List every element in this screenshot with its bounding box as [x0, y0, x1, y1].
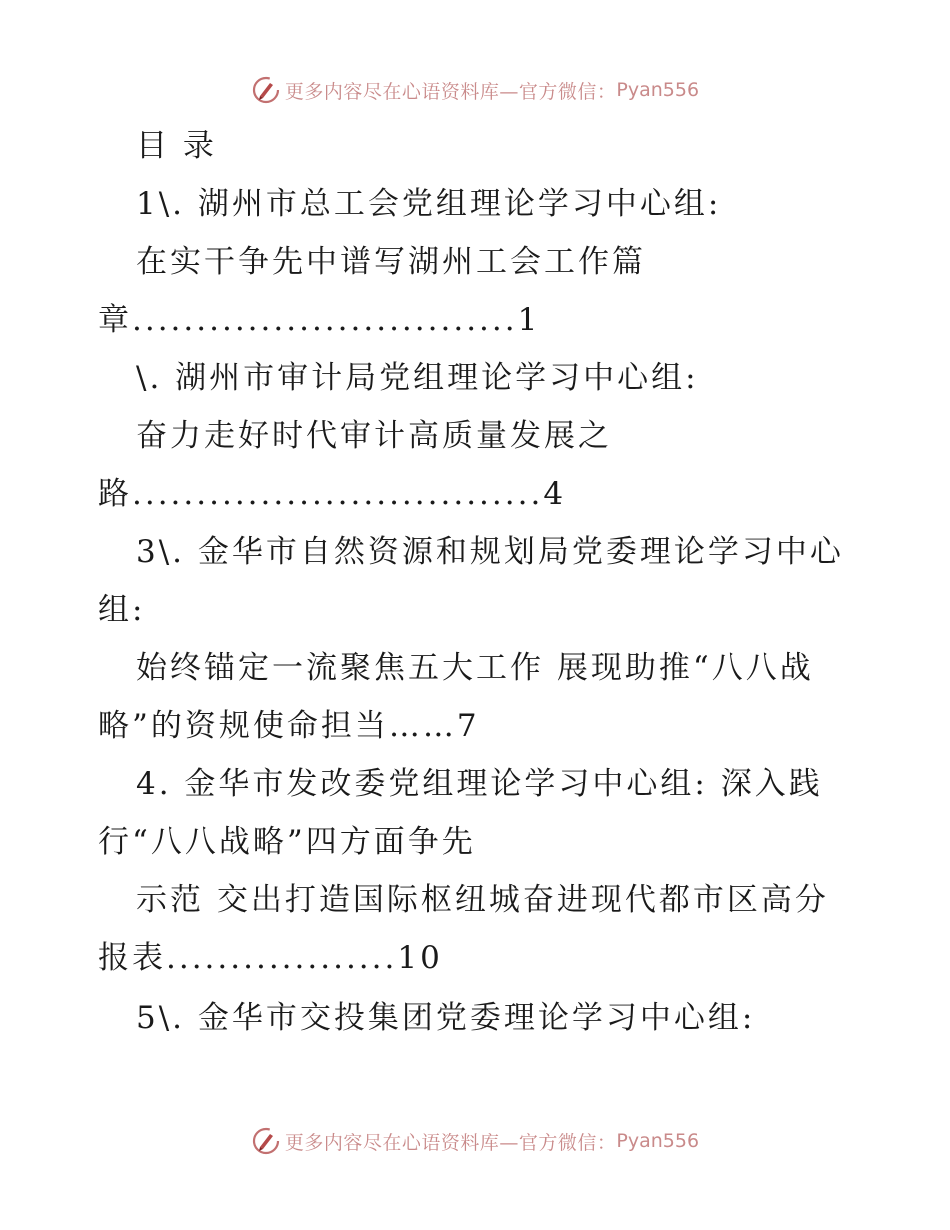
toc-line: 5\. 金华市交投集团党委理论学习中心组:	[136, 1000, 756, 1036]
pen-circle-logo-icon	[251, 1126, 281, 1156]
toc-line: 4. 金华市发改委党组理论学习中心组: 深入践	[136, 766, 823, 802]
pen-circle-logo-icon	[251, 75, 281, 105]
toc-line: 3\. 金华市自然资源和规划局党委理论学习中心	[136, 534, 844, 570]
watermark-text: 更多内容尽在心语资料库—官方微信：	[284, 80, 617, 103]
watermark-header	[0, 70, 950, 110]
toc-line: 奋力走好时代审计高质量发展之	[136, 418, 612, 454]
toc-line: 报表..................10	[98, 940, 443, 976]
toc-line: 示范 交出打造国际枢纽城奋进现代都市区高分	[136, 882, 829, 918]
toc-line: 组:	[98, 592, 146, 628]
toc-line: 路................................4	[98, 476, 567, 512]
watermark-wechat-id: Pyan556	[616, 79, 700, 101]
toc-line: \. 湖州市审计局党组理论学习中心组:	[136, 360, 699, 396]
toc-line: 始终锚定一流聚焦五大工作 展现助推“八八战	[136, 650, 814, 686]
watermark-text: 更多内容尽在心语资料库—官方微信：	[284, 1131, 617, 1154]
toc-line: 在实干争先中谱写湖州工会工作篇	[136, 244, 646, 280]
watermark-wechat-id: Pyan556	[616, 1130, 700, 1152]
toc-line: 1\. 湖州市总工会党组理论学习中心组:	[136, 186, 722, 222]
watermark-footer	[0, 1121, 950, 1161]
toc-line: 行“八八战略”四方面争先	[98, 824, 476, 860]
toc-title: 目 录	[136, 128, 217, 164]
toc-line: 略”的资规使命担当……7	[98, 708, 480, 744]
toc-line: 章..............................1	[98, 302, 541, 338]
